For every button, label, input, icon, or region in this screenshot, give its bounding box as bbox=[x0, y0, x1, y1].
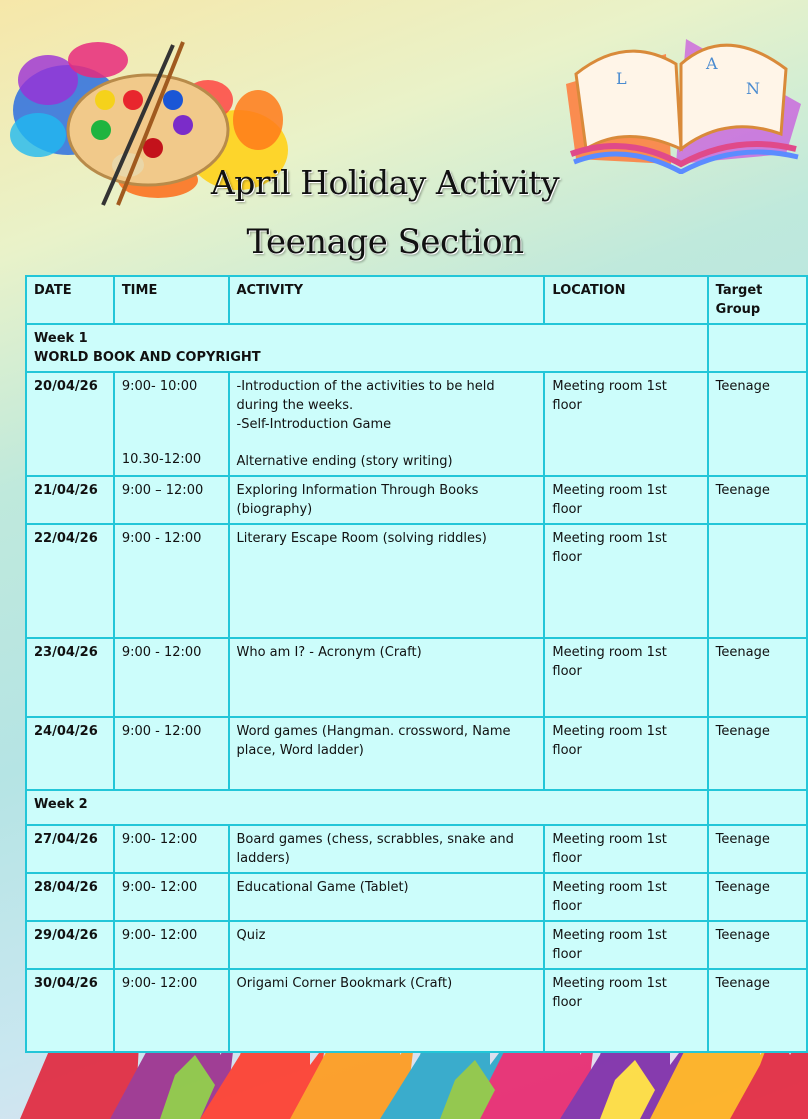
schedule-table bbox=[25, 275, 808, 1053]
week-2-row bbox=[26, 790, 807, 825]
header-date: DATE bbox=[26, 276, 114, 324]
activity-cell: Board games (chess, scrabbles, snake and ladders) bbox=[229, 825, 545, 873]
activity-cell: Educational Game (Tablet) bbox=[229, 873, 545, 921]
date-cell: 24/04/26 bbox=[26, 717, 114, 790]
target-cell: Teenage bbox=[708, 372, 807, 476]
page-title: April Holiday Activity bbox=[210, 163, 560, 202]
target-cell: Teenage bbox=[708, 717, 807, 790]
location-cell: Meeting room 1st floor bbox=[544, 717, 707, 790]
week-2-label: Week 2 bbox=[26, 790, 708, 825]
activity-cell: Literary Escape Room (solving riddles) bbox=[229, 524, 545, 638]
time-cell: 9:00- 12:00 bbox=[114, 969, 229, 1052]
target-cell: Teenage bbox=[708, 921, 807, 969]
table-row bbox=[26, 372, 807, 476]
location-cell: Meeting room 1st floor bbox=[544, 372, 707, 476]
time-cell: 9:00 - 12:00 bbox=[114, 638, 229, 717]
week-1-empty-cell bbox=[708, 324, 807, 372]
activity-cell: Exploring Information Through Books (biography) bbox=[229, 476, 545, 524]
activity-cell bbox=[229, 372, 545, 476]
location-cell: Meeting room 1st floor bbox=[544, 921, 707, 969]
target-cell: Teenage bbox=[708, 825, 807, 873]
target-cell: Teenage bbox=[708, 476, 807, 524]
date-cell: 30/04/26 bbox=[26, 969, 114, 1052]
svg-text:L: L bbox=[616, 69, 627, 88]
svg-text:A: A bbox=[706, 54, 718, 73]
location-cell: Meeting room 1st floor bbox=[544, 825, 707, 873]
date-cell: 21/04/26 bbox=[26, 476, 114, 524]
location-cell: Meeting room 1st floor bbox=[544, 969, 707, 1052]
date-cell: 23/04/26 bbox=[26, 638, 114, 717]
time-cell: 9:00 - 12:00 bbox=[114, 524, 229, 638]
svg-text:N: N bbox=[746, 79, 760, 98]
table-row bbox=[26, 921, 807, 969]
date-cell: 29/04/26 bbox=[26, 921, 114, 969]
location-cell: Meeting room 1st floor bbox=[544, 873, 707, 921]
date-cell: 22/04/26 bbox=[26, 524, 114, 638]
location-cell: Meeting room 1st floor bbox=[544, 638, 707, 717]
time-slot-2: 10.30-12:00 bbox=[121, 452, 202, 467]
activity-line-2: -Self-Introduction Game bbox=[236, 417, 392, 432]
table-row bbox=[26, 969, 807, 1052]
target-cell: Teenage bbox=[708, 969, 807, 1052]
time-cell: 9:00- 12:00 bbox=[114, 921, 229, 969]
time-cell: 9:00- 12:00 bbox=[114, 825, 229, 873]
table-row bbox=[26, 717, 807, 790]
location-cell: Meeting room 1st floor bbox=[544, 524, 707, 638]
date-cell: 20/04/26 bbox=[26, 372, 114, 476]
table-row bbox=[26, 873, 807, 921]
week-1-label: Week 1 bbox=[34, 331, 88, 346]
target-cell: Teenage bbox=[708, 873, 807, 921]
activity-cell: Who am I? - Acronym (Craft) bbox=[229, 638, 545, 717]
time-cell: 9:00 - 12:00 bbox=[114, 717, 229, 790]
table-row bbox=[26, 638, 807, 717]
week-1-row bbox=[26, 324, 807, 372]
date-cell: 27/04/26 bbox=[26, 825, 114, 873]
header-location: LOCATION bbox=[544, 276, 707, 324]
week-1-theme: WORLD BOOK AND COPYRIGHT bbox=[34, 350, 261, 365]
activity-cell: Word games (Hangman. crossword, Name place, Word ladder) bbox=[229, 717, 545, 790]
activity-cell: Origami Corner Bookmark (Craft) bbox=[229, 969, 545, 1052]
activity-line-3: Alternative ending (story writing) bbox=[236, 454, 453, 469]
table-row bbox=[26, 825, 807, 873]
week-1-cell bbox=[26, 324, 708, 372]
week-2-empty-cell bbox=[708, 790, 807, 825]
location-cell: Meeting room 1st floor bbox=[544, 476, 707, 524]
open-book-icon bbox=[556, 14, 806, 174]
page-subtitle: Teenage Section bbox=[246, 222, 524, 262]
time-slot-1: 9:00- 10:00 bbox=[121, 379, 198, 394]
activity-cell: Quiz bbox=[229, 921, 545, 969]
time-cell: 9:00 – 12:00 bbox=[114, 476, 229, 524]
date-cell: 28/04/26 bbox=[26, 873, 114, 921]
target-cell: Teenage bbox=[708, 638, 807, 717]
header-activity: ACTIVITY bbox=[229, 276, 545, 324]
table-row bbox=[26, 476, 807, 524]
table-header-row bbox=[26, 276, 807, 324]
header-time: TIME bbox=[114, 276, 229, 324]
header-target-group: Target Group bbox=[708, 276, 807, 324]
table-row bbox=[26, 524, 807, 638]
target-cell bbox=[708, 524, 807, 638]
time-cell bbox=[114, 372, 229, 476]
time-cell: 9:00- 12:00 bbox=[114, 873, 229, 921]
activity-line-1: -Introduction of the activities to be held during the weeks. bbox=[236, 379, 495, 413]
